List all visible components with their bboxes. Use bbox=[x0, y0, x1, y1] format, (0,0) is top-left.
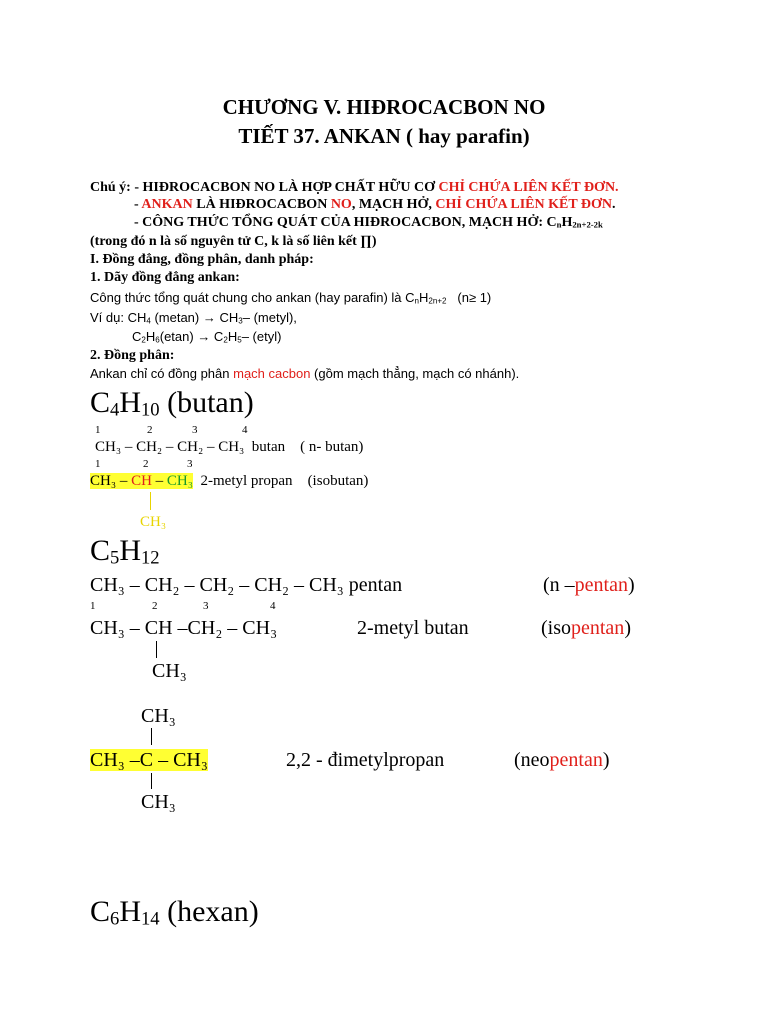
carbon-number: 2 bbox=[143, 458, 149, 470]
neopentan-alias: (neopentan) bbox=[514, 749, 610, 771]
c4-heading: $C_4H_{10}$ (butan) bbox=[90, 386, 254, 421]
note-line-3: - CÔNG THỨC TỔNG QUÁT CỦA HIĐROCACBON, MẠCH HỞ: $C_nH_{2n+2-2k}$ bbox=[134, 215, 603, 230]
page-title: CHƯƠNG V. HIĐROCACBON NO bbox=[222, 95, 546, 119]
note-line-1: Chú ý: - HIĐROCACBON NO LÀ HỢP CHẤT HỮU CƠ CHỈ CHỨA LIÊN KẾT ĐƠN. bbox=[90, 180, 619, 195]
isomer-note: Ankan chỉ có đồng phân mạch cacbon (gồm mạch thẳng, mạch có nhánh). bbox=[90, 366, 520, 381]
carbon-number: 4 bbox=[242, 424, 248, 436]
section-heading: I. Đồng đẳng, đồng phân, danh pháp: bbox=[90, 252, 314, 267]
isopentan-chain: CH₃ – CH –CH₂ – CH₃ bbox=[90, 617, 278, 639]
bond-line bbox=[151, 773, 152, 789]
bond-line bbox=[156, 641, 157, 658]
bond-line bbox=[151, 728, 152, 745]
neopentan-bottom-branch: CH₃ bbox=[141, 791, 176, 813]
carbon-number: 1 bbox=[95, 424, 101, 436]
carbon-number: 3 bbox=[187, 458, 193, 470]
example-line-1: Ví dụ: $CH_4$ $(metan) \to CH_3-$ (metyl), bbox=[90, 310, 297, 326]
carbon-number: 2 bbox=[147, 424, 153, 436]
isobutan-chain: CH₃ – CH – CH₃ 2-metyl propan (isobutan) bbox=[90, 473, 369, 489]
c6-heading: $C_6H_{14}$ (hexan) bbox=[90, 895, 259, 930]
page-subtitle: TIẾT 37. ANKAN ( hay parafin) bbox=[238, 124, 530, 148]
subsection-homologous: 1. Dãy đồng đẳng ankan: bbox=[90, 270, 240, 285]
neopentan-top-branch: CH₃ bbox=[141, 705, 176, 727]
note-line-4: (trong đó n là số nguyên tử C, k là số liên kết ∏) bbox=[90, 234, 377, 249]
neopentan-chain: CH₃ –C – CH₃ bbox=[90, 749, 208, 771]
general-formula: Công thức tổng quát chung cho ankan (hay parafin) là $C_nH_{2n+2}$ (n≥ 1) bbox=[90, 290, 492, 306]
carbon-number: 2 bbox=[152, 600, 158, 612]
subsection-isomer: 2. Đồng phân: bbox=[90, 348, 175, 363]
isopentan-name: 2-metyl butan bbox=[357, 617, 469, 639]
c5-heading: $C_5H_{12}$ bbox=[90, 534, 160, 569]
example-line-2: $C_2H_6(etan) \to C_2H_5-$ (etyl) bbox=[132, 329, 282, 345]
isobutan-branch: CH₃ bbox=[140, 514, 167, 530]
carbon-number: 1 bbox=[90, 600, 96, 612]
pentan-alias: (n –pentan) bbox=[543, 574, 635, 596]
note-line-2: - ANKAN LÀ HIĐROCACBON NO, MẠCH HỞ, CHỈ CHỨA LIÊN KẾT ĐƠN. bbox=[134, 197, 616, 212]
isopentan-alias: (isopentan) bbox=[541, 617, 631, 639]
neopentan-name: 2,2 - đimetylpropan bbox=[286, 749, 445, 771]
butan-chain: CH₃ – CH₂ – CH₂ – CH₃ butan ( n- butan) bbox=[95, 439, 364, 455]
bond-line bbox=[150, 492, 151, 510]
pentan-chain: CH₃ – CH₂ – CH₂ – CH₂ – CH₃ pentan bbox=[90, 574, 403, 596]
isopentan-branch: CH₃ bbox=[152, 660, 187, 682]
carbon-number: 3 bbox=[192, 424, 198, 436]
carbon-number: 3 bbox=[203, 600, 209, 612]
carbon-number: 4 bbox=[270, 600, 276, 612]
carbon-number: 1 bbox=[95, 458, 101, 470]
